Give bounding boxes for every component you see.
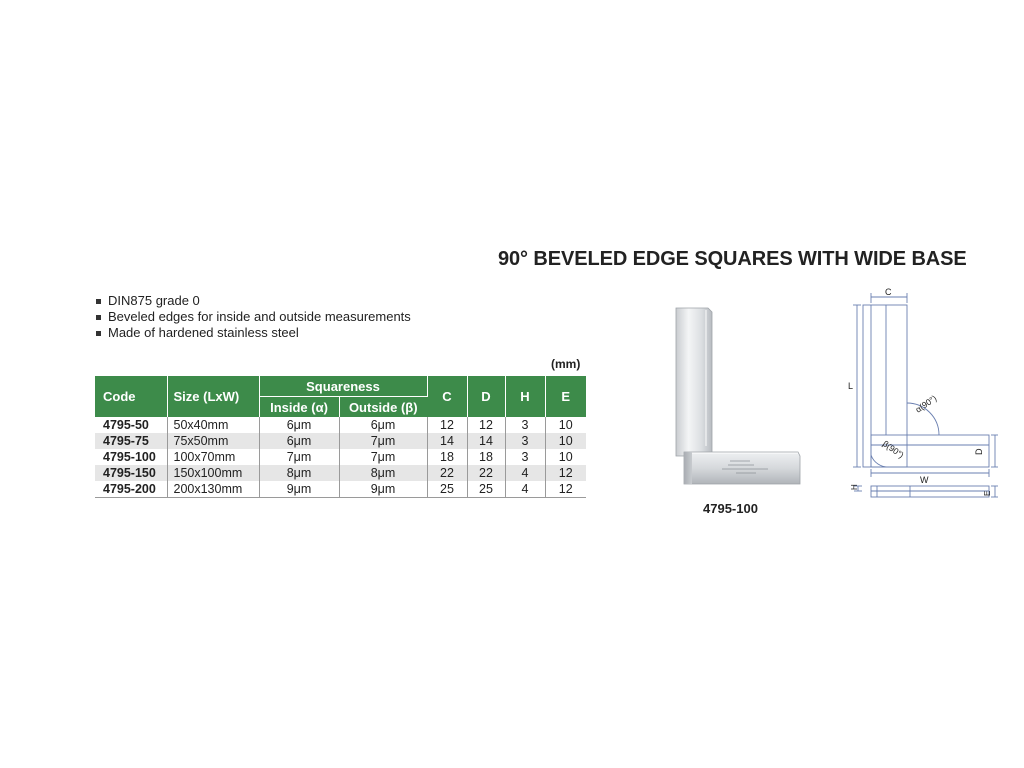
cell-h: 3	[505, 417, 545, 433]
header-e: E	[545, 376, 586, 417]
cell-d: 12	[467, 417, 505, 433]
cell-size: 75x50mm	[167, 433, 259, 449]
cell-h: 3	[505, 433, 545, 449]
cell-outside: 8μm	[339, 465, 427, 481]
feature-item: Beveled edges for inside and outside measurements	[96, 309, 411, 325]
photo-caption: 4795-100	[703, 501, 758, 516]
cell-inside: 7μm	[259, 449, 339, 465]
cell-c: 18	[427, 449, 467, 465]
table-row	[95, 449, 586, 465]
cell-inside: 6μm	[259, 433, 339, 449]
cell-outside: 6μm	[339, 417, 427, 433]
feature-item: Made of hardened stainless steel	[96, 325, 411, 341]
cell-code: 4795-100	[95, 449, 167, 465]
feature-item: DIN875 grade 0	[96, 293, 411, 309]
cell-size: 100x70mm	[167, 449, 259, 465]
cell-d: 14	[467, 433, 505, 449]
header-inside: Inside (α)	[259, 397, 339, 418]
cell-inside: 9μm	[259, 481, 339, 498]
cell-c: 22	[427, 465, 467, 481]
unit-label: (mm)	[551, 357, 581, 371]
cell-e: 10	[545, 417, 586, 433]
cell-code: 4795-50	[95, 417, 167, 433]
cell-c: 12	[427, 417, 467, 433]
cell-d: 22	[467, 465, 505, 481]
label-beta: β(90°)	[880, 438, 906, 461]
cell-size: 200x130mm	[167, 481, 259, 498]
product-photo	[670, 306, 810, 486]
cell-h: 4	[505, 465, 545, 481]
cell-size: 50x40mm	[167, 417, 259, 433]
header-size: Size (LxW)	[167, 376, 259, 417]
header-outside: Outside (β)	[339, 397, 427, 418]
cell-e: 12	[545, 481, 586, 498]
cell-outside: 9μm	[339, 481, 427, 498]
cell-e: 10	[545, 449, 586, 465]
cell-d: 25	[467, 481, 505, 498]
cell-outside: 7μm	[339, 433, 427, 449]
cell-c: 25	[427, 481, 467, 498]
header-d: D	[467, 376, 505, 417]
page-title: 90° BEVELED EDGE SQUARES WITH WIDE BASE	[498, 248, 967, 270]
label-h: H	[850, 484, 859, 490]
cell-h: 4	[505, 481, 545, 498]
header-squareness: Squareness	[259, 376, 427, 397]
cell-size: 150x100mm	[167, 465, 259, 481]
spec-table	[95, 376, 586, 498]
label-d: D	[974, 448, 984, 455]
header-h: H	[505, 376, 545, 417]
cell-code: 4795-200	[95, 481, 167, 498]
cell-code: 4795-150	[95, 465, 167, 481]
dimension-drawing	[850, 285, 1000, 510]
cell-inside: 6μm	[259, 417, 339, 433]
cell-c: 14	[427, 433, 467, 449]
cell-outside: 7μm	[339, 449, 427, 465]
cell-e: 12	[545, 465, 586, 481]
label-w: W	[920, 475, 929, 485]
cell-e: 10	[545, 433, 586, 449]
table-row	[95, 433, 586, 449]
cell-code: 4795-75	[95, 433, 167, 449]
table-row	[95, 465, 586, 481]
cell-h: 3	[505, 449, 545, 465]
table-row	[95, 481, 586, 498]
header-c: C	[427, 376, 467, 417]
label-alpha: α(90°)	[913, 393, 939, 415]
header-code: Code	[95, 376, 167, 417]
label-e: E	[983, 490, 992, 496]
label-l: L	[848, 381, 854, 391]
feature-list	[96, 293, 411, 341]
label-c: C	[885, 287, 892, 297]
cell-d: 18	[467, 449, 505, 465]
table-row	[95, 417, 586, 433]
cell-inside: 8μm	[259, 465, 339, 481]
